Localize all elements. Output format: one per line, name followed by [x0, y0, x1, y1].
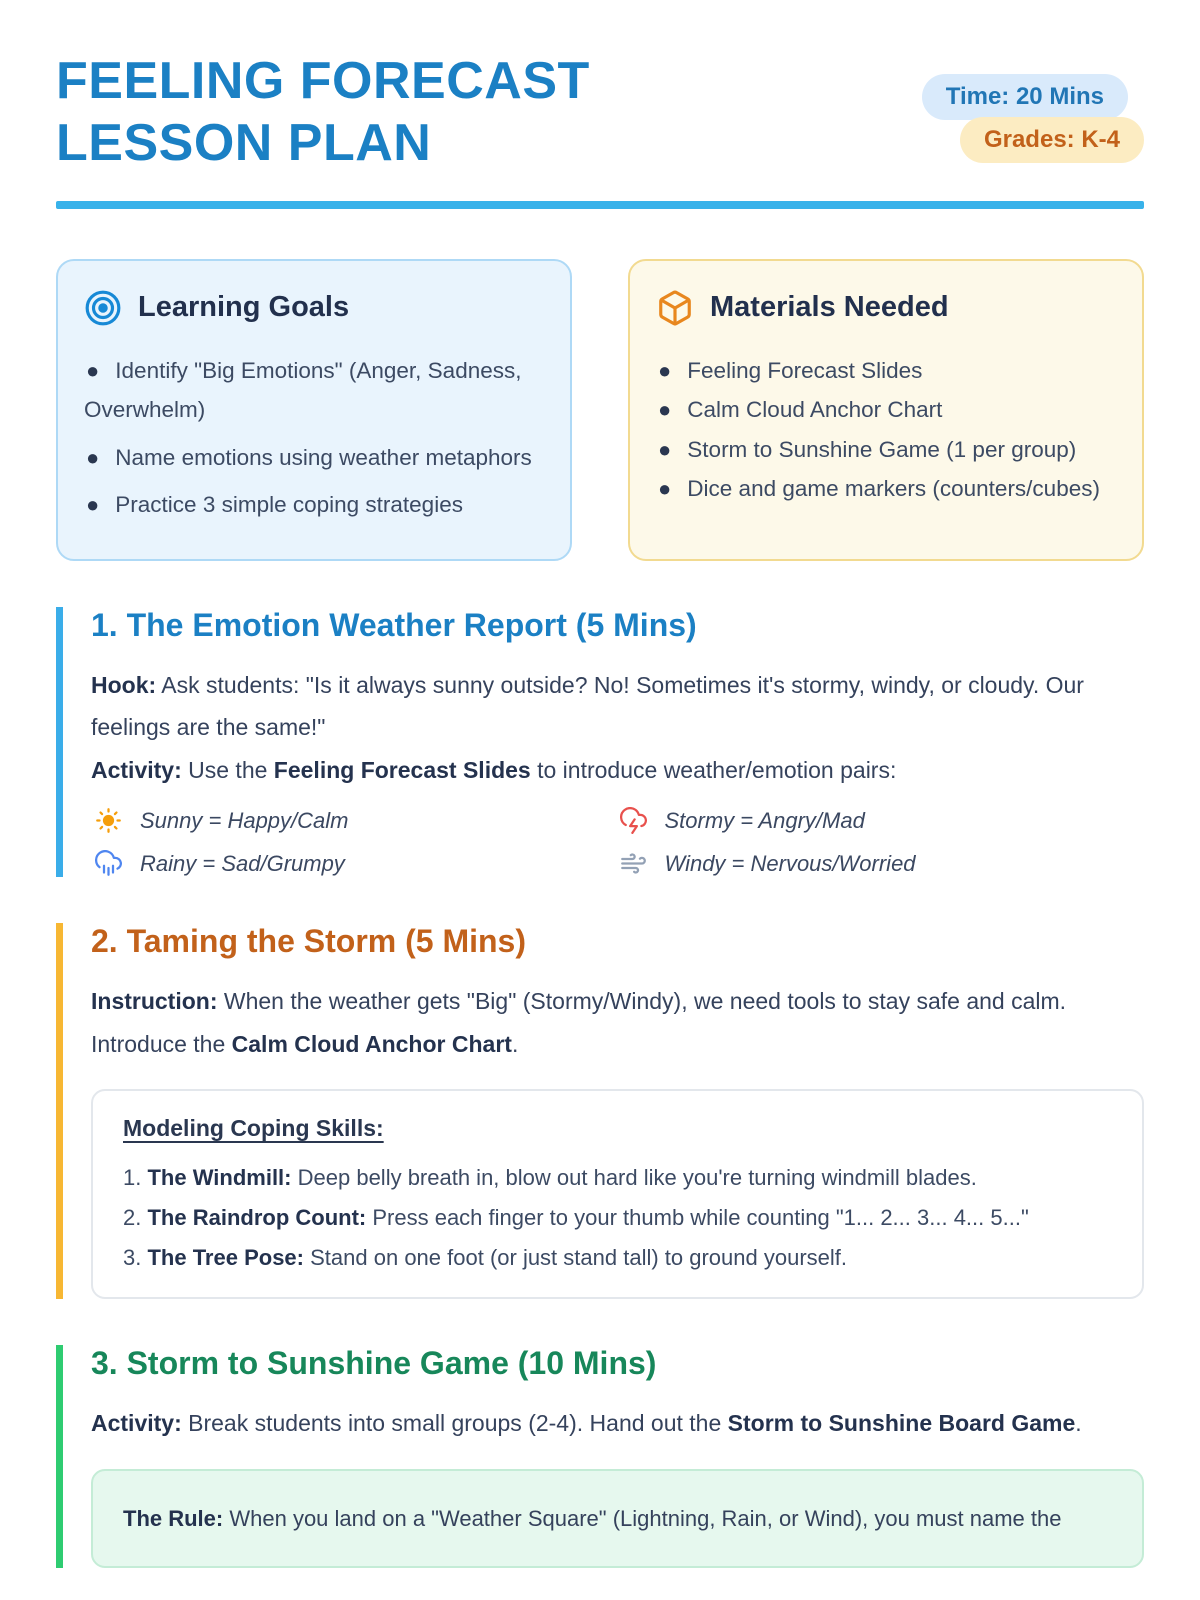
wind-icon — [620, 850, 647, 877]
section1-hook: Hook: Ask students: "Is it always sunny outside? No! Sometimes it's stormy, windy, or cloudy. Our feelings are the same!" — [91, 671, 1084, 741]
materials-box — [628, 259, 1144, 561]
section3-title: 3. Storm to Sunshine Game (10 Mins) — [91, 1345, 657, 1382]
target-icon — [84, 289, 122, 327]
section1-title: 1. The Emotion Weather Report (5 Mins) — [91, 606, 697, 643]
rule-label: The Rule: — [123, 1505, 224, 1531]
header-divider — [56, 201, 1144, 209]
section-taming-the-storm — [56, 923, 1144, 1299]
coping-skills-list — [123, 1158, 1112, 1277]
weather-emotion-grid — [91, 807, 1144, 877]
bullet-dot: ● — [86, 492, 100, 518]
section-storm-to-sunshine-game — [56, 1345, 1144, 1568]
rain-cloud-icon — [95, 850, 122, 877]
bullet-dot: ● — [86, 357, 100, 383]
page-title-line1: FEELING FORECAST — [56, 52, 590, 110]
rule-text: The Rule: When you land on a "Weather Square" (Lightning, Rain, or Wind), you must name the — [123, 1505, 1062, 1531]
coping-skills-box — [91, 1089, 1144, 1299]
learning-goals-heading — [84, 289, 544, 327]
hook-label: Hook: — [91, 671, 157, 698]
storm-cloud-icon — [620, 807, 647, 834]
list-item: ● Name emotions using weather metaphors — [86, 444, 532, 470]
package-icon — [656, 289, 694, 327]
list-item: ● Feeling Forecast Slides — [658, 357, 923, 383]
bullet-dot: ● — [658, 436, 672, 462]
weather-pair-windy: Windy = Nervous/Worried — [620, 850, 1145, 877]
header — [56, 50, 1144, 175]
list-item: ● Storm to Sunshine Game (1 per group) — [658, 436, 1077, 462]
learning-goals-title: Learning Goals — [138, 291, 350, 324]
materials-list — [656, 351, 1116, 509]
materials-heading — [656, 289, 1116, 327]
page-title — [56, 50, 590, 175]
list-item: 3. The Tree Pose: Stand on one foot (or just stand tall) to ground yourself. — [123, 1244, 847, 1270]
info-row — [56, 259, 1144, 561]
materials-title: Materials Needed — [710, 291, 949, 324]
grade-badge: Grades: K-4 — [960, 117, 1144, 163]
activity-label: Activity: — [91, 756, 182, 783]
weather-pair-rainy: Rainy = Sad/Grumpy — [95, 850, 620, 877]
list-item: 2. The Raindrop Count: Press each finger to your thumb while counting "1... 2... 3... 4... 5..." — [123, 1204, 1029, 1230]
page-title-line2: LESSON PLAN — [56, 114, 432, 173]
section-emotion-weather-report — [56, 607, 1144, 878]
weather-pair-sunny: Sunny = Happy/Calm — [95, 807, 620, 834]
section3-activity: Activity: Break students into small groups (2-4). Hand out the Storm to Sunshine Board Game. — [91, 1410, 1082, 1437]
bullet-dot: ● — [658, 357, 672, 383]
list-item: ● Identify "Big Emotions" (Anger, Sadness, Overwhelm) — [84, 357, 522, 423]
bullet-dot: ● — [86, 444, 100, 470]
sun-icon — [95, 807, 122, 834]
time-badge: Time: 20 Mins — [922, 74, 1128, 120]
learning-goals-list — [84, 351, 544, 525]
section2-instruction: Instruction: When the weather gets "Big" (Stormy/Windy), we need tools to stay safe and calm. Introduce the Calm Cloud Anchor Chart. — [91, 988, 1067, 1057]
instruction-label: Instruction: — [91, 988, 218, 1015]
list-item: ● Calm Cloud Anchor Chart — [658, 397, 943, 423]
activity-label: Activity: — [91, 1410, 182, 1437]
list-item: ● Practice 3 simple coping strategies — [86, 492, 463, 518]
list-item: ● Dice and game markers (counters/cubes) — [658, 476, 1100, 502]
bullet-dot: ● — [658, 476, 672, 502]
section1-activity: Activity: Use the Feeling Forecast Slides to introduce weather/emotion pairs: — [91, 756, 897, 783]
list-item: 1. The Windmill: Deep belly breath in, blow out hard like you're turning windmill blades. — [123, 1165, 977, 1191]
learning-goals-box — [56, 259, 572, 561]
bullet-dot: ● — [658, 397, 672, 423]
header-badges — [922, 74, 1144, 163]
section2-title: 2. Taming the Storm (5 Mins) — [91, 923, 526, 960]
rule-box — [91, 1469, 1144, 1569]
coping-skills-title: Modeling Coping Skills: — [123, 1115, 384, 1142]
weather-pair-stormy: Stormy = Angry/Mad — [620, 807, 1145, 834]
